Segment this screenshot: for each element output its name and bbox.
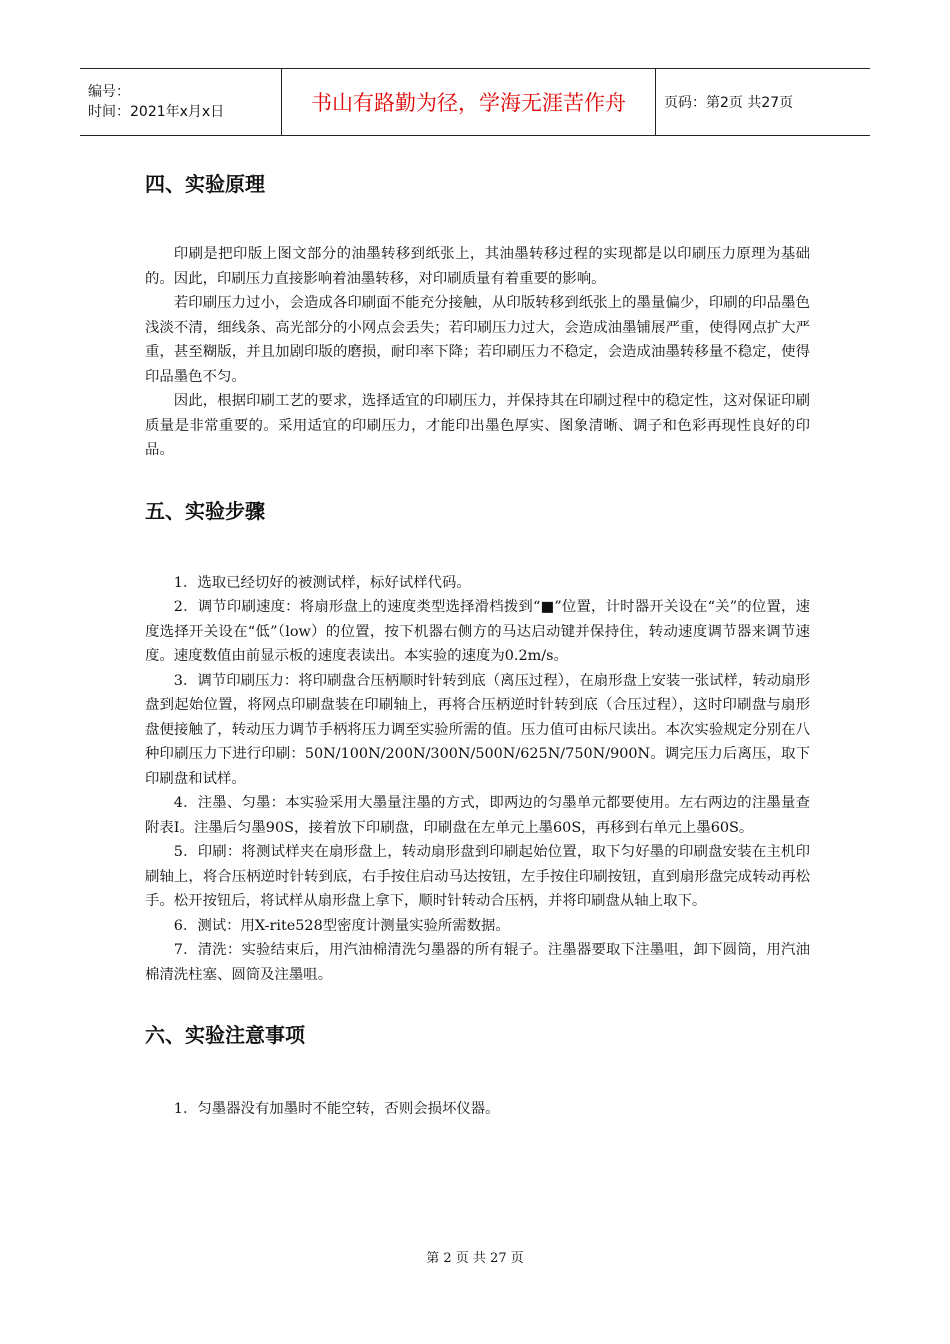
section-title-notes: 六、实验注意事项	[145, 1023, 305, 1047]
header-motto	[282, 69, 656, 135]
motto-text: 书山有路勤为径，学海无涯苦作舟	[311, 91, 626, 115]
header-meta	[80, 69, 282, 135]
page-info-text: 页码：第2页 共27页	[664, 95, 794, 111]
paragraph: 印刷是把印版上图文部分的油墨转移到纸张上，其油墨转移过程的实现都是以印刷压力原理为基础的。因此，印刷压力直接影响着油墨转移，对印刷质量有着重要的影响。	[145, 246, 810, 287]
step-item: 2．调节印刷速度：将扇形盘上的速度类型选择滑档拨到“■”位置，计时器开关设在“关”的位置，速度选择开关设在“低”（low）的位置，按下机器右侧方的马达启动键并保持住，转动速度调节器来调节速度。速度数值由前显示板的速度表读出。本实验的速度为0.2m/s。	[145, 599, 810, 664]
paragraph: 因此，根据印刷工艺的要求，选择适宜的印刷压力，并保持其在印刷过程中的稳定性，这对保证印刷质量是非常重要的。采用适宜的印刷压力，才能印出墨色厚实、图象清晰、调子和色彩再现性良好的印品。	[145, 393, 810, 458]
step-item: 3．调节印刷压力：将印刷盘合压柄顺时针转到底（离压过程），在扇形盘上安装一张试样，转动扇形盘到起始位置，将网点印刷盘装在印刷轴上，再将合压柄逆时针转到底（合压过程），这时印刷盘与扇形盘便接触了，转动压力调节手柄将压力调至实验所需的值。压力值可由标尺读出。本次实验规定分别在八种印刷压力下进行印刷：50N/100N/200N/300N/500N/625N/750N/900N。调完压力后离压，取下印刷盘和试样。	[145, 672, 810, 787]
step-item: 5．印刷：将测试样夹在扇形盘上，转动扇形盘到印刷起始位置，取下匀好墨的印刷盘安装在主机印刷轴上，将合压柄逆时针转到底，右手按住启动马达按钮，左手按住印刷按钮，直到扇形盘完成转动再松手。松开按钮后，将试样从扇形盘上拿下，顺时针转动合压柄，并将印刷盘从轴上取下。	[145, 844, 810, 909]
document-body	[145, 166, 810, 1122]
time-label: 时间：2021年x月x日	[88, 104, 225, 120]
step-item: 7．清洗：实验结束后，用汽油棉清洗匀墨器的所有辊子。注墨器要取下注墨咀，卸下圆筒，用汽油棉清洗柱塞、圆筒及注墨咀。	[145, 942, 810, 983]
page-header	[80, 68, 870, 136]
header-page-info	[656, 69, 870, 135]
section-title-principle: 四、实验原理	[145, 172, 265, 196]
section-title-steps: 五、实验步骤	[145, 498, 265, 523]
page-footer	[0, 1247, 950, 1266]
step-item: 6．测试：用X-rite528型密度计测量实验所需数据。	[173, 917, 510, 934]
step-item: 4．注墨、匀墨：本实验采用大墨量注墨的方式，即两边的匀墨单元都要使用。左右两边的注墨量查附表Ⅰ。注墨后匀墨90S，接着放下印刷盘，印刷盘在左单元上墨60S，再移到右单元上墨60S。	[145, 795, 810, 836]
step-item: 1．选取已经切好的被测试样，标好试样代码。	[173, 574, 471, 591]
footer-page-number: 第 2 页 共 27 页	[426, 1251, 524, 1266]
note-item: 1．匀墨器没有加墨时不能空转，否则会损坏仪器。	[173, 1101, 500, 1117]
paragraph: 若印刷压力过小，会造成各印刷面不能充分接触，从印版转移到纸张上的墨量偏少，印刷的印品墨色浅淡不清，细线条、高光部分的小网点会丢失；若印刷压力过大，会造成油墨铺展严重，使得网点扩大严重，甚至糊版，并且加剧印版的磨损，耐印率下降；若印刷压力不稳定，会造成油墨转移量不稳定，使得印品墨色不匀。	[145, 295, 810, 385]
code-label: 编号：	[88, 84, 130, 100]
